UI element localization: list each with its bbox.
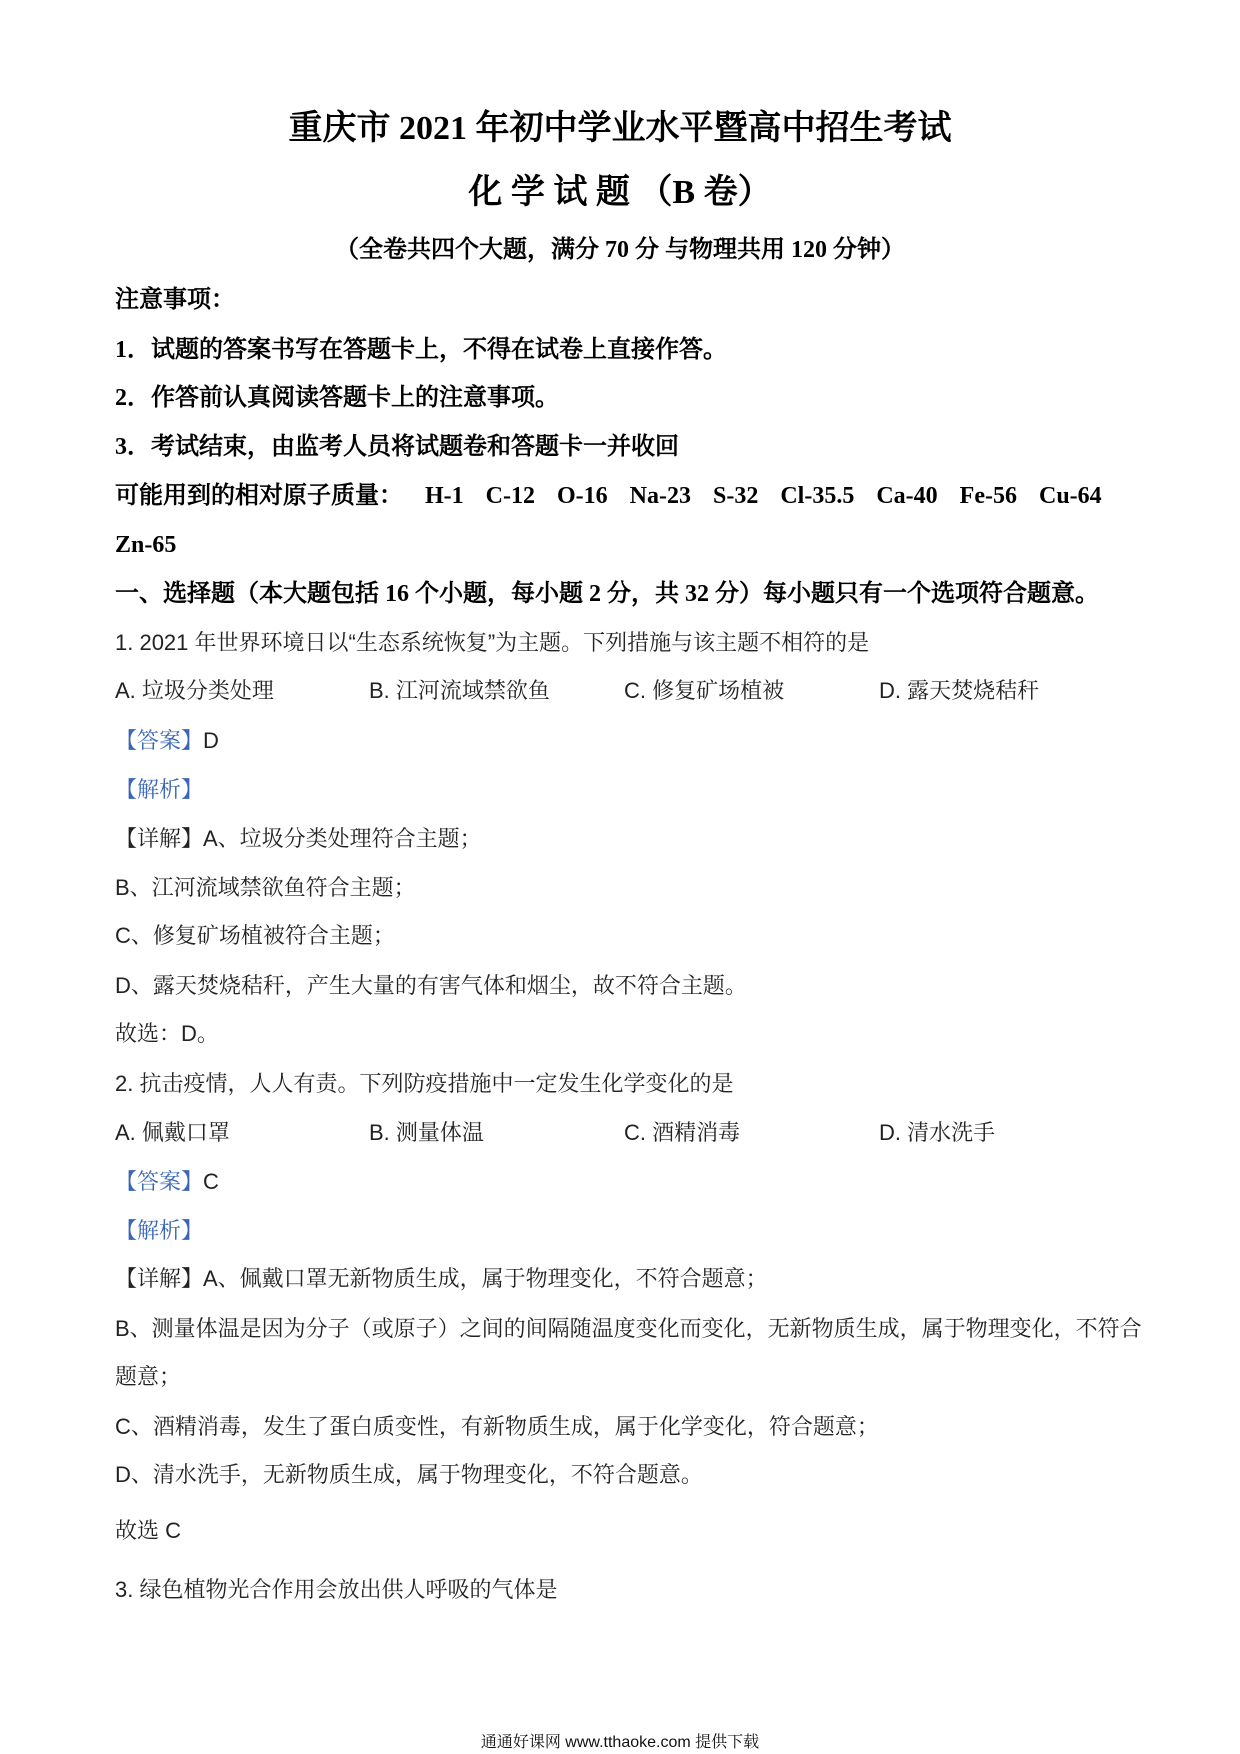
atomic-mass: C-12 xyxy=(485,483,535,509)
answer-label: 【答案】 xyxy=(115,728,204,753)
conclusion: 故选：D。 xyxy=(115,1021,219,1046)
paper-subtitle: 化 学 试 题 （B 卷） xyxy=(468,174,772,211)
detail-line: C、修复矿场植被符合主题； xyxy=(115,923,395,948)
question-options xyxy=(0,676,1240,706)
detail-line: 【详解】A、垃圾分类处理符合主题； xyxy=(115,826,482,851)
paper-info: （全卷共四个大题，满分 70 分 与物理共用 120 分钟） xyxy=(335,237,905,263)
atomic-mass: H-1 xyxy=(425,483,464,509)
atomic-masses-label: 可能用到的相对原子质量： xyxy=(115,483,403,509)
atomic-mass: Ca-40 xyxy=(876,483,938,509)
notice-item: 1．试题的答案书写在答题卡上，不得在试卷上直接作答。 xyxy=(115,337,727,363)
option-d: D. 清水洗手 xyxy=(879,1120,996,1145)
option-a: A. 垃圾分类处理 xyxy=(115,678,274,703)
atomic-mass: O-16 xyxy=(557,483,608,509)
question-options xyxy=(0,1118,1240,1148)
analysis-label: 【解析】 xyxy=(115,1218,204,1243)
detail-line: D、露天焚烧秸秆，产生大量的有害气体和烟尘，故不符合主题。 xyxy=(115,973,747,998)
question-stem: 2. 抗击疫情，人人有责。下列防疫措施中一定发生化学变化的是 xyxy=(115,1071,734,1096)
atomic-mass: Cu-64 xyxy=(1038,483,1102,509)
detail-paragraph: B、测量体温是因为分子（或原子）之间的间隔随温度变化而变化，无新物质生成，属于物理变化，不符合题意； xyxy=(115,1316,1142,1389)
option-a: A. 佩戴口罩 xyxy=(115,1120,230,1145)
page-footer: 通通好课网 www.tthaoke.com 提供下载 xyxy=(480,1734,760,1751)
atomic-mass: Cl-35.5 xyxy=(780,483,855,509)
page-title: 重庆市 2021 年初中学业水平暨高中招生考试 xyxy=(288,110,952,147)
atomic-mass: Zn-65 xyxy=(115,532,177,558)
option-b: B. 测量体温 xyxy=(369,1120,484,1145)
answer-line xyxy=(115,726,219,756)
answer-value: C xyxy=(203,1169,219,1194)
notice-heading: 注意事项： xyxy=(115,287,235,313)
detail-line: D、清水洗手，无新物质生成，属于物理变化，不符合题意。 xyxy=(115,1462,703,1487)
answer-value: D xyxy=(203,728,219,753)
option-c: C. 修复矿场植被 xyxy=(624,678,785,703)
section-heading: 一、选择题（本大题包括 16 个小题，每小题 2 分，共 32 分）每小题只有一个选项符合题意。 xyxy=(115,581,1099,607)
notice-item: 3．考试结束，由监考人员将试题卷和答题卡一并收回 xyxy=(115,434,679,460)
atomic-mass: Fe-56 xyxy=(959,483,1017,509)
conclusion: 故选 C xyxy=(115,1518,182,1543)
atomic-mass: Na-23 xyxy=(629,483,691,509)
detail-line: B、江河流域禁欲鱼符合主题； xyxy=(115,875,416,900)
question-stem: 1. 2021 年世界环境日以“生态系统恢复”为主题。下列措施与该主题不相符的是 xyxy=(115,630,870,655)
atomic-masses-line xyxy=(115,480,1102,512)
analysis-label: 【解析】 xyxy=(115,777,204,802)
answer-line xyxy=(115,1167,219,1197)
detail-line: 【详解】A、佩戴口罩无新物质生成，属于物理变化，不符合题意； xyxy=(115,1266,768,1291)
option-b: B. 江河流域禁欲鱼 xyxy=(369,678,550,703)
answer-label: 【答案】 xyxy=(115,1169,204,1194)
option-d: D. 露天焚烧秸秆 xyxy=(879,678,1040,703)
option-c: C. 酒精消毒 xyxy=(624,1120,741,1145)
notice-item: 2．作答前认真阅读答题卡上的注意事项。 xyxy=(115,385,559,411)
atomic-mass: S-32 xyxy=(713,483,759,509)
question-stem: 3. 绿色植物光合作用会放出供人呼吸的气体是 xyxy=(115,1577,558,1602)
detail-line: C、酒精消毒，发生了蛋白质变性，有新物质生成，属于化学变化，符合题意； xyxy=(115,1414,879,1439)
